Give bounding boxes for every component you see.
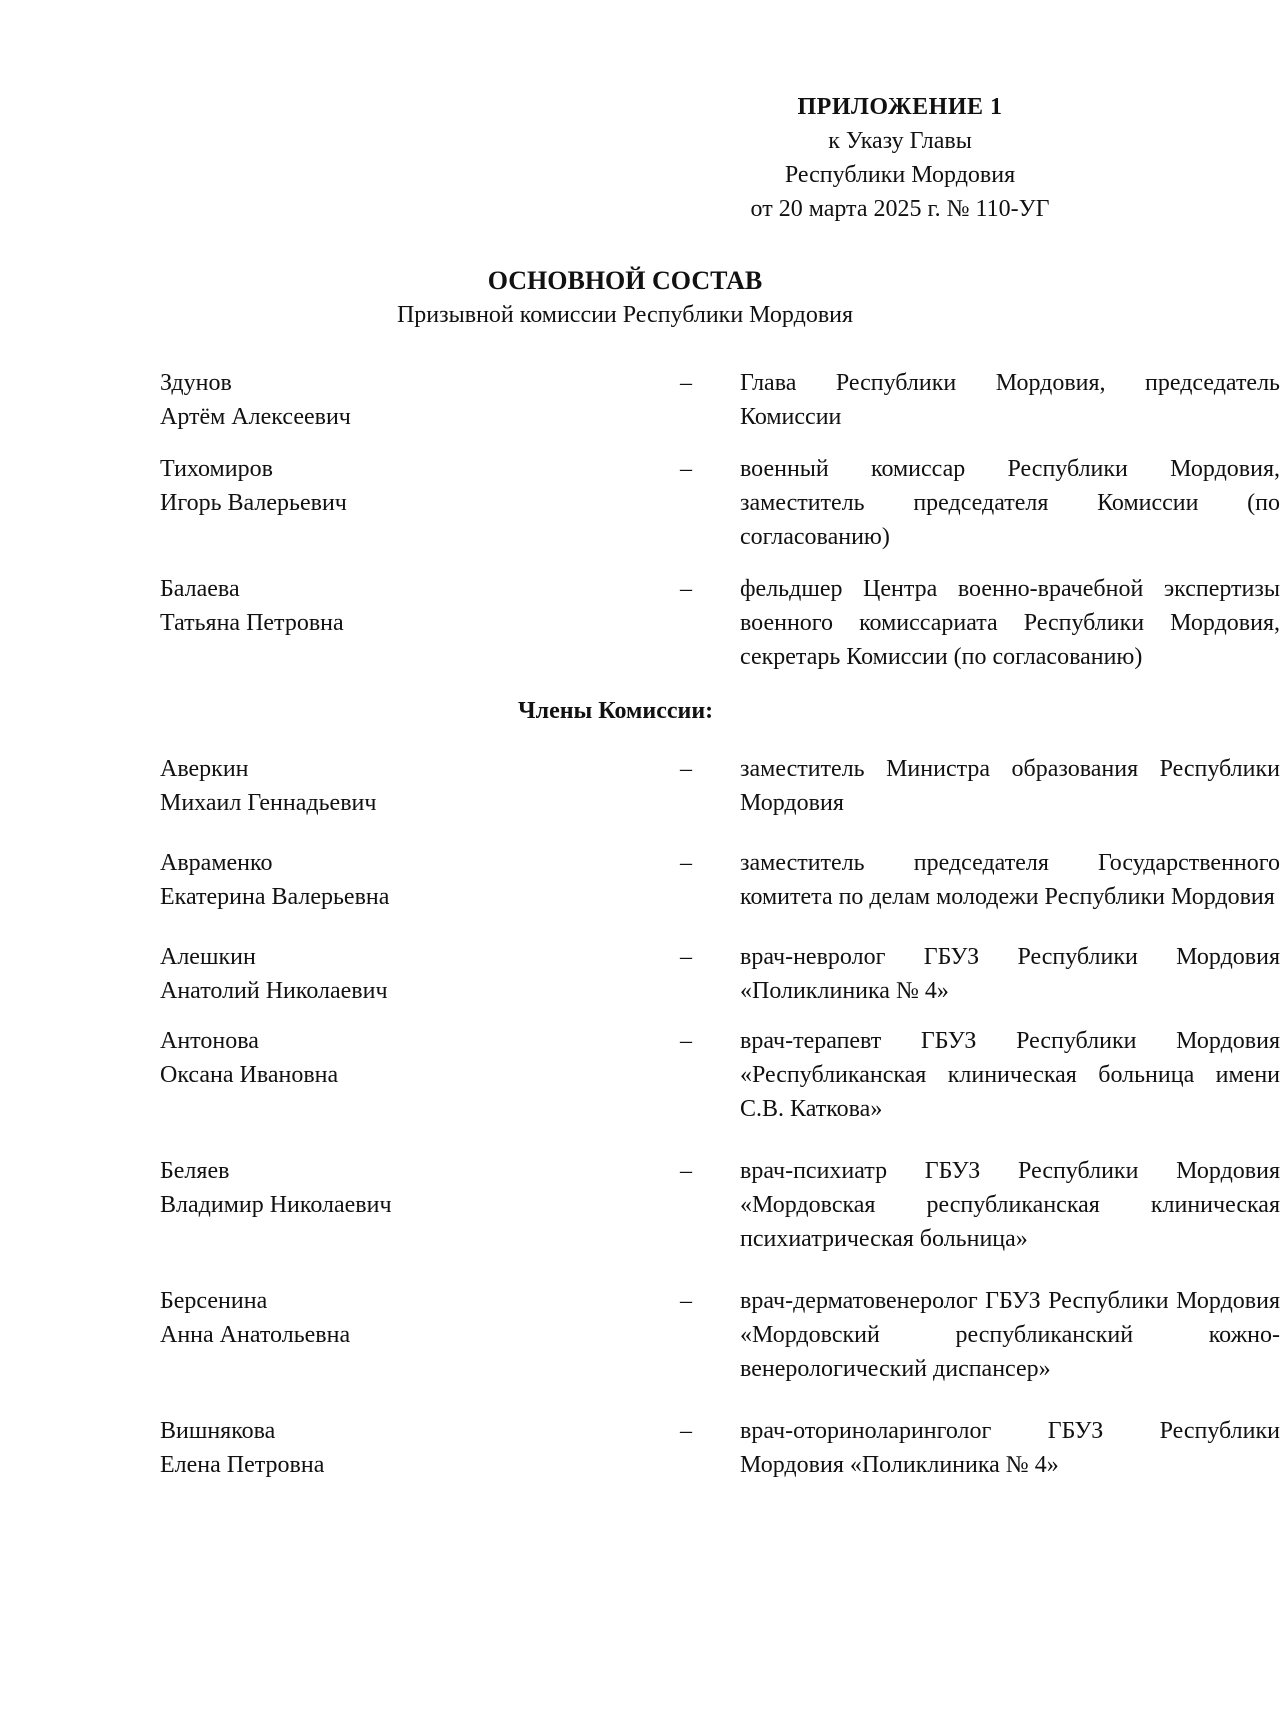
entry-dash: – [680, 756, 692, 782]
entry-dash: – [680, 456, 692, 482]
person-role: заместитель председателя Государственного комитета по делам молодежи Республики Мордовия [740, 850, 1280, 910]
appendix-date-line: от 20 марта 2025 г. № 110-УГ [750, 196, 1050, 222]
person-role: врач-невролог ГБУЗ Республики Мордовия «Поликлиника № 4» [740, 944, 1280, 1004]
entry-dash: – [680, 370, 692, 396]
person-role: врач-оториноларинголог ГБУЗ Республики Мордовия «Поликлиника № 4» [740, 1418, 1280, 1478]
person-surname: Аверкин [160, 756, 249, 782]
entry-dash: – [680, 1028, 692, 1054]
person-surname: Берсенина [160, 1288, 268, 1314]
person-given-names: Владимир Николаевич [160, 1192, 392, 1218]
roster-entry [160, 940, 1280, 1008]
entry-dash: – [680, 1158, 692, 1184]
appendix-line: Республики Мордовия [784, 162, 1016, 188]
roster-entry [160, 1154, 1280, 1256]
person-name [160, 1284, 520, 1352]
roster-entry [160, 452, 1280, 554]
roster-entry [160, 366, 1280, 434]
person-given-names: Оксана Ивановна [160, 1062, 339, 1088]
person-surname: Балаева [160, 576, 240, 602]
person-given-names: Игорь Валерьевич [160, 490, 347, 516]
entry-dash: – [680, 944, 692, 970]
person-name [160, 752, 520, 820]
person-role: врач-дерматовенеролог ГБУЗ Республики Мордовия «Мордовский республиканский кожно-венерологический диспансер» [740, 1288, 1280, 1382]
person-name [160, 1414, 520, 1482]
person-role: военный комиссар Республики Мордовия, заместитель председателя Комиссии (по согласованию) [740, 456, 1280, 550]
person-given-names: Анна Анатольевна [160, 1322, 351, 1348]
person-surname: Антонова [160, 1028, 259, 1054]
entry-dash: – [680, 1288, 692, 1314]
person-surname: Беляев [160, 1158, 230, 1184]
person-surname: Вишнякова [160, 1418, 276, 1444]
person-role: фельдшер Центра военно-врачебной экспертизы военного комиссариата Республики Мордовия, секретарь Комиссии (по согласованию) [740, 576, 1280, 670]
document-heading [0, 264, 1250, 332]
roster-entry [160, 752, 1280, 820]
appendix-block [700, 90, 1100, 226]
roster-entry [160, 1414, 1280, 1482]
members-list [160, 752, 1280, 1482]
heading-subtitle: Призывной комиссии Республики Мордовия [396, 302, 854, 328]
person-surname: Здунов [160, 370, 232, 396]
person-surname: Тихомиров [160, 456, 273, 482]
person-role: врач-психиатр ГБУЗ Республики Мордовия «Мордовская республиканская клиническая психиатрическая больница» [740, 1158, 1280, 1252]
person-surname: Авраменко [160, 850, 273, 876]
members-heading: Члены Комиссии: [518, 698, 714, 724]
person-role: заместитель Министра образования Республики Мордовия [740, 756, 1280, 816]
appendix-title: ПРИЛОЖЕНИЕ 1 [797, 94, 1003, 120]
person-given-names: Екатерина Валерьевна [160, 884, 390, 910]
entry-dash: – [680, 576, 692, 602]
person-name [160, 366, 520, 434]
person-given-names: Татьяна Петровна [160, 610, 344, 636]
roster-entry [160, 846, 1280, 914]
person-role: врач-терапевт ГБУЗ Республики Мордовия «Республиканская клиническая больница имени С.В. Каткова» [740, 1028, 1280, 1122]
person-given-names: Михаил Геннадьевич [160, 790, 377, 816]
heading-title: ОСНОВНОЙ СОСТАВ [487, 266, 763, 295]
person-name [160, 572, 520, 640]
roster-entry [160, 572, 1280, 674]
roster-entry [160, 1284, 1280, 1386]
person-given-names: Анатолий Николаевич [160, 978, 388, 1004]
person-role: Глава Республики Мордовия, председатель Комиссии [740, 370, 1280, 430]
person-name [160, 452, 520, 520]
person-name [160, 1154, 520, 1222]
roster-entry [160, 1024, 1280, 1126]
person-given-names: Артём Алексеевич [160, 404, 351, 430]
entry-dash: – [680, 1418, 692, 1444]
entry-dash: – [680, 850, 692, 876]
person-name [160, 940, 520, 1008]
person-surname: Алешкин [160, 944, 256, 970]
appendix-line: к Указу Главы [828, 128, 972, 154]
commission-roster [160, 366, 1280, 1482]
person-name [160, 1024, 520, 1092]
person-given-names: Елена Петровна [160, 1452, 325, 1478]
person-name [160, 846, 520, 914]
leadership-list [160, 366, 1280, 674]
